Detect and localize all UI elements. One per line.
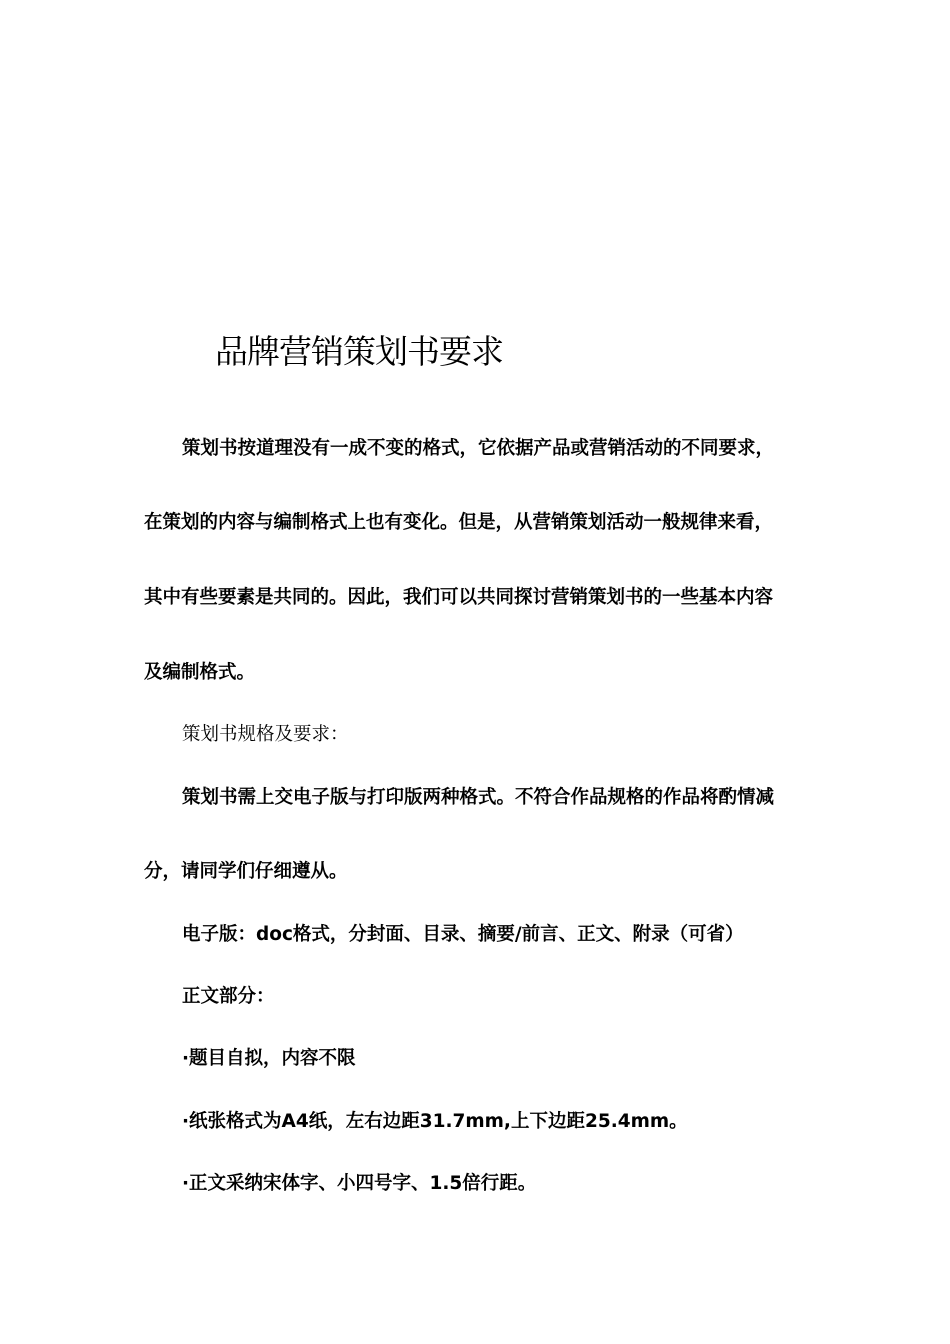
intro-line-2: 在策划的内容与编制格式上也有变化。但是，从营销策划活动一般规律来看，: [144, 512, 774, 533]
spec-line-1: 策划书需上交电子版与打印版两种格式。不符合作品规格的作品将酌情减: [182, 787, 775, 808]
bullet-item-title: ·题目自拟，内容不限: [182, 1048, 356, 1069]
document-title: 品牌营销策划书要求: [215, 332, 503, 371]
spec-heading: 策划书规格及要求：: [182, 724, 349, 745]
intro-line-1: 策划书按道理没有一成不变的格式，它依据产品或营销活动的不同要求，: [182, 438, 775, 459]
bullet-item-paper-format: ·纸张格式为A4纸，左右边距31.7mm,上下边距25.4mm。: [182, 1111, 688, 1132]
spec-line-2: 分，请同学们仔细遵从。: [144, 861, 348, 882]
electronic-version-line: 电子版：doc格式，分封面、目录、摘要/前言、正文、附录（可省）: [182, 924, 744, 945]
body-section-heading: 正文部分：: [182, 986, 275, 1007]
intro-line-3: 其中有些要素是共同的。因此，我们可以共同探讨营销策划书的一些基本内容: [144, 587, 774, 608]
bullet-item-font-spacing: ·正文采纳宋体字、小四号字、1.5倍行距。: [182, 1173, 537, 1194]
intro-line-4: 及编制格式。: [144, 662, 256, 683]
